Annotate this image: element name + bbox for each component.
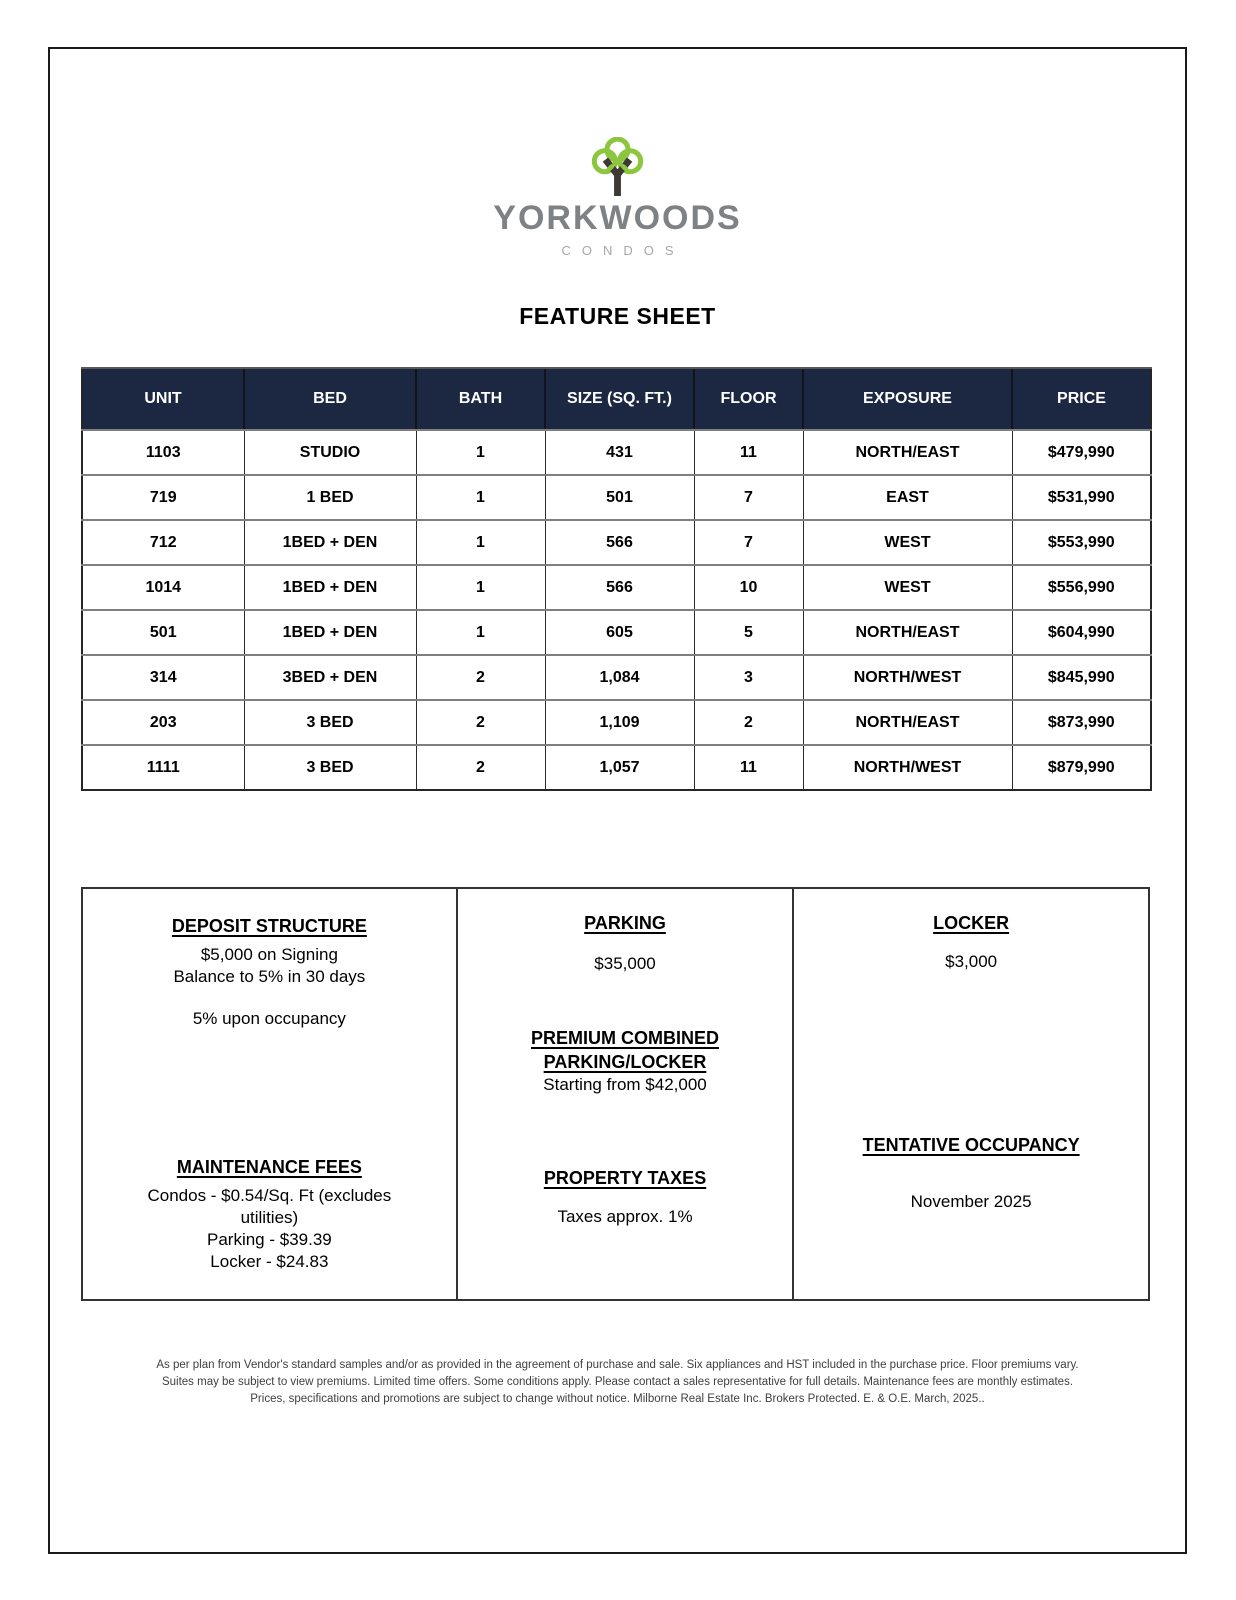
table-cell: NORTH/WEST (803, 745, 1012, 790)
table-cell: 3 BED (244, 745, 416, 790)
table-cell: 1 (416, 475, 545, 520)
table-row (82, 430, 1151, 475)
unit-table-body (82, 430, 1151, 790)
table-cell: $873,990 (1012, 700, 1151, 745)
legal-disclaimer (50, 1357, 1185, 1408)
table-cell: 1 BED (244, 475, 416, 520)
table-row (82, 475, 1151, 520)
table-cell: NORTH/EAST (803, 610, 1012, 655)
yorkwoods-logo (50, 137, 1185, 258)
table-cell: 1,084 (545, 655, 694, 700)
pricing-info-box (81, 887, 1150, 1301)
deposit-maintenance-column (83, 889, 456, 1299)
logo-subtitle: CONDOS (561, 243, 685, 258)
table-cell: 11 (694, 430, 803, 475)
table-cell: 605 (545, 610, 694, 655)
locker-heading: LOCKER (933, 913, 1010, 933)
unit-table-head (82, 368, 1151, 430)
logo-wordmark: YORKWOODS (493, 199, 742, 237)
table-cell: 1 (416, 430, 545, 475)
column-header-size-sq-ft: SIZE (SQ. FT.) (545, 368, 694, 430)
table-cell: 1BED + DEN (244, 610, 416, 655)
table-row (82, 610, 1151, 655)
table-cell: 2 (416, 655, 545, 700)
column-header-unit: UNIT (82, 368, 244, 430)
table-cell: $845,990 (1012, 655, 1151, 700)
table-cell: 10 (694, 565, 803, 610)
table-cell: 1,057 (545, 745, 694, 790)
table-row (82, 565, 1151, 610)
table-cell: 719 (82, 475, 244, 520)
table-cell: 1,109 (545, 700, 694, 745)
table-cell: 501 (82, 610, 244, 655)
column-header-exposure: EXPOSURE (803, 368, 1012, 430)
table-cell: 2 (694, 700, 803, 745)
deposit-line: $5,000 on Signing (200, 945, 338, 964)
tree-logo-icon (591, 137, 644, 196)
table-cell: $553,990 (1012, 520, 1151, 565)
maintenance-line: Parking - $39.39 (207, 1230, 332, 1249)
tentative-occupancy-heading: TENTATIVE OCCUPANCY (862, 1135, 1080, 1155)
table-cell: 566 (545, 520, 694, 565)
locker-price: $3,000 (945, 952, 998, 971)
column-header-bed: BED (244, 368, 416, 430)
table-cell: $879,990 (1012, 745, 1151, 790)
table-row (82, 655, 1151, 700)
table-cell: NORTH/EAST (803, 700, 1012, 745)
table-cell: 1BED + DEN (244, 520, 416, 565)
premium-combined-heading: PREMIUM COMBINED (531, 1028, 720, 1048)
deposit-line: 5% upon occupancy (192, 1009, 346, 1028)
tentative-occupancy-value: November 2025 (910, 1192, 1032, 1211)
unit-table-container (81, 367, 1152, 791)
table-cell: $556,990 (1012, 565, 1151, 610)
table-cell: 203 (82, 700, 244, 745)
table-row (82, 700, 1151, 745)
table-cell: $531,990 (1012, 475, 1151, 520)
table-cell: 7 (694, 520, 803, 565)
table-cell: 2 (416, 700, 545, 745)
table-cell: 5 (694, 610, 803, 655)
table-cell: 501 (545, 475, 694, 520)
property-taxes-value: Taxes approx. 1% (557, 1207, 693, 1226)
table-cell: 1BED + DEN (244, 565, 416, 610)
table-row (82, 520, 1151, 565)
table-cell: 1 (416, 520, 545, 565)
table-cell: WEST (803, 565, 1012, 610)
premium-combined-price: Starting from $42,000 (543, 1075, 707, 1094)
table-cell: 3 (694, 655, 803, 700)
disclaimer-line: Suites may be subject to view premiums. Limited time offers. Some conditions apply. Please contact a sales representative for full details. Maintenance fees are monthly estimates. (161, 1376, 1074, 1388)
table-cell: 566 (545, 565, 694, 610)
table-cell: 3 BED (244, 700, 416, 745)
deposit-line: Balance to 5% in 30 days (173, 967, 366, 986)
table-cell: STUDIO (244, 430, 416, 475)
table-cell: 1 (416, 610, 545, 655)
table-cell: 3BED + DEN (244, 655, 416, 700)
unit-price-table (81, 367, 1152, 791)
page-title: FEATURE SHEET (519, 303, 716, 329)
table-cell: 11 (694, 745, 803, 790)
maintenance-line: Locker - $24.83 (210, 1252, 329, 1271)
deposit-structure-heading: DEPOSIT STRUCTURE (171, 916, 367, 936)
column-header-bath: BATH (416, 368, 545, 430)
table-cell: NORTH/EAST (803, 430, 1012, 475)
table-cell: $479,990 (1012, 430, 1151, 475)
table-cell: $604,990 (1012, 610, 1151, 655)
locker-occupancy-column (792, 889, 1148, 1299)
property-taxes-heading: PROPERTY TAXES (543, 1168, 707, 1188)
table-cell: 1 (416, 565, 545, 610)
table-row (82, 745, 1151, 790)
table-cell: 314 (82, 655, 244, 700)
maintenance-fees-heading: MAINTENANCE FEES (176, 1157, 362, 1177)
maintenance-line: Condos - $0.54/Sq. Ft (excludes utilities) (147, 1186, 392, 1227)
premium-combined-heading-line2: PARKING/LOCKER (543, 1052, 707, 1072)
disclaimer-line: Prices, specifications and promotions are subject to change without notice. Milborne Real Estate Inc. Brokers Protected. E. & O.E. March, 2025.. (250, 1393, 985, 1405)
column-header-price: PRICE (1012, 368, 1151, 430)
table-cell: EAST (803, 475, 1012, 520)
table-cell: 1014 (82, 565, 244, 610)
page-border-frame (48, 47, 1187, 1554)
parking-heading: PARKING (584, 913, 666, 933)
table-cell: NORTH/WEST (803, 655, 1012, 700)
table-cell: 7 (694, 475, 803, 520)
column-header-floor: FLOOR (694, 368, 803, 430)
header-row (82, 368, 1151, 430)
parking-taxes-column (456, 889, 793, 1299)
table-cell: 1111 (82, 745, 244, 790)
table-cell: 431 (545, 430, 694, 475)
table-cell: 2 (416, 745, 545, 790)
table-cell: 712 (82, 520, 244, 565)
table-cell: 1103 (82, 430, 244, 475)
table-cell: WEST (803, 520, 1012, 565)
parking-price: $35,000 (594, 954, 656, 973)
disclaimer-line: As per plan from Vendor's standard samples and/or as provided in the agreement of purchase and sale. Six appliances and HST included in the purchase price. Floor premiums vary. (156, 1359, 1079, 1371)
